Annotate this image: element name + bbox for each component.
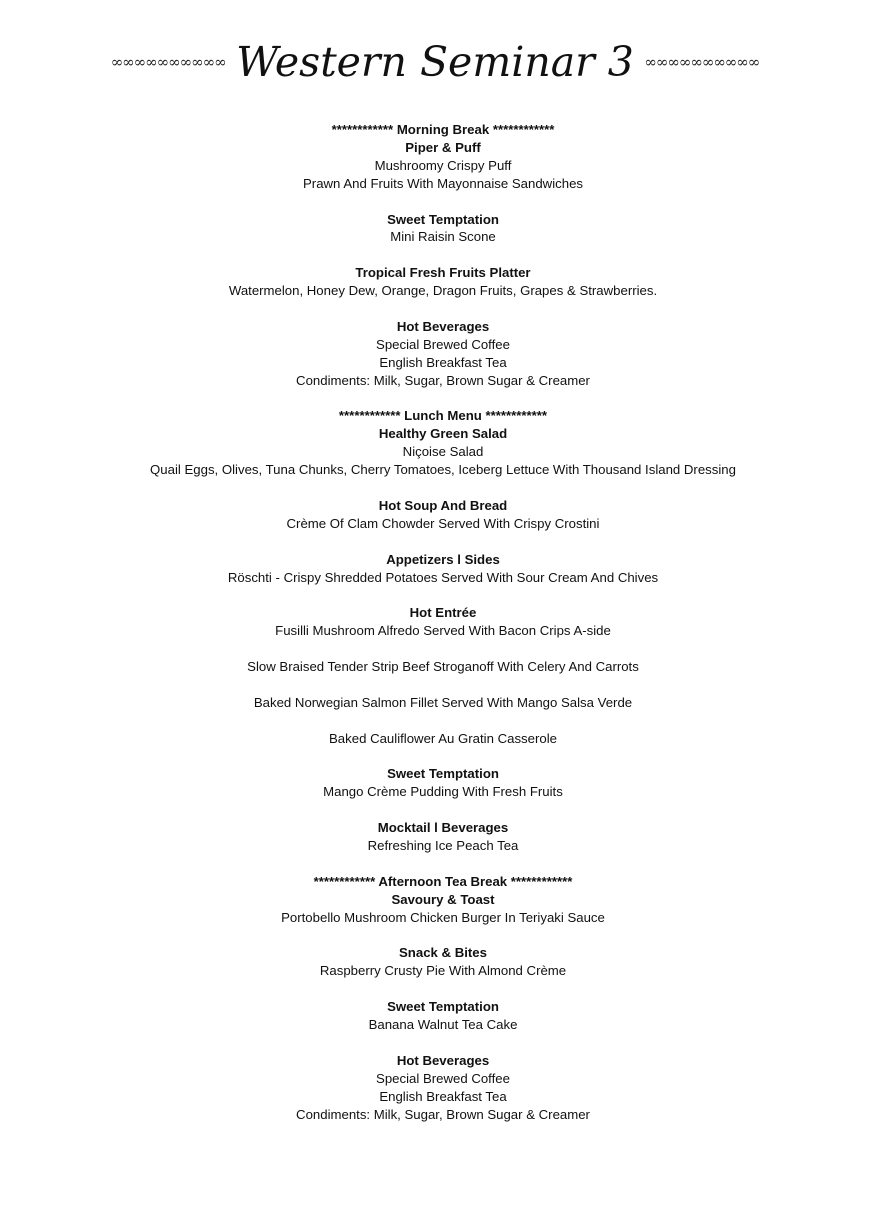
menu-item: Portobello Mushroom Chicken Burger In Teriyaki Sauce [281,909,605,925]
menu-item: Fusilli Mushroom Alfredo Served With Bacon Crips A-side [275,623,611,639]
menu-heading: Sweet Temptation [387,999,499,1015]
menu-item: Mango Crème Pudding With Fresh Fruits [323,784,563,800]
menu-heading: Tropical Fresh Fruits Platter [355,265,531,281]
line-spacer [0,855,870,873]
menu-item: Special Brewed Coffee [376,1070,510,1086]
line-spacer [0,1034,870,1052]
menu-heading: Sweet Temptation [387,211,499,227]
menu-item: Refreshing Ice Peach Tea [367,838,519,854]
menu-item: Baked Norwegian Salmon Fillet Served With Mango Salsa Verde [253,694,633,710]
title-row [0,38,870,86]
menu-item: Raspberry Crusty Pie With Almond Crème [319,963,567,979]
menu-item: Crème Of Clam Chowder Served With Crispy Crostini [286,515,600,531]
menu-item: Mushroomy Crispy Puff [374,157,512,173]
line-spacer [0,927,870,945]
line-spacer [0,980,870,998]
menu-item: Slow Braised Tender Strip Beef Stroganoff With Celery And Carrots [247,659,639,675]
menu-heading: Appetizers l Sides [386,551,500,567]
menu-heading: Mocktail l Beverages [377,820,509,836]
line-spacer [0,300,870,318]
menu-item: English Breakfast Tea [379,1088,507,1104]
menu-item: Condiments: Milk, Sugar, Brown Sugar & Creamer [296,1106,590,1122]
page-title: Western Seminar 3 [236,38,634,86]
menu-item: Watermelon, Honey Dew, Orange, Dragon Fruits, Grapes & Strawberries. [228,283,658,299]
line-spacer [0,676,870,694]
line-spacer [0,193,870,211]
menu-item: Mini Raisin Scone [390,229,496,245]
menu-heading: ************ Lunch Menu ************ [338,408,548,424]
line-spacer [0,586,870,604]
title-deco-right: ∞∞∞∞∞∞∞∞∞∞ [644,53,760,71]
menu-heading: Hot Entrée [409,605,477,621]
menu-item: Banana Walnut Tea Cake [368,1017,518,1033]
menu-item: Prawn And Fruits With Mayonnaise Sandwiches [303,175,583,191]
menu-item: Röschti - Crispy Shredded Potatoes Served With Sour Cream And Chives [227,569,659,585]
menu-heading: Healthy Green Salad [378,426,508,442]
menu-body [0,121,870,1124]
menu-heading: ************ Afternoon Tea Break ************ [313,873,573,889]
menu-item: Baked Cauliflower Au Gratin Casserole [329,730,557,746]
menu-item: Special Brewed Coffee [376,336,510,352]
line-spacer [0,390,870,408]
menu-heading: Hot Beverages [396,1052,490,1068]
menu-item: Niçoise Salad [402,444,484,460]
line-spacer [0,712,870,730]
menu-heading: Hot Beverages [396,318,490,334]
title-deco-left: ∞∞∞∞∞∞∞∞∞∞ [110,53,226,71]
line-spacer [0,748,870,766]
menu-heading: Snack & Bites [399,945,487,961]
menu-heading: Sweet Temptation [387,766,499,782]
menu-heading: Savoury & Toast [391,891,495,907]
menu-heading: Piper & Puff [405,139,481,155]
line-spacer [0,640,870,658]
menu-item: English Breakfast Tea [379,354,507,370]
line-spacer [0,479,870,497]
line-spacer [0,801,870,819]
menu-item: Quail Eggs, Olives, Tuna Chunks, Cherry Tomatoes, Iceberg Lettuce With Thousand Island Dressing [150,462,736,478]
menu-heading: Hot Soup And Bread [378,497,508,513]
line-spacer [0,246,870,264]
menu-item: Condiments: Milk, Sugar, Brown Sugar & Creamer [296,372,590,388]
line-spacer [0,533,870,551]
menu-heading: ************ Morning Break ************ [331,122,555,137]
